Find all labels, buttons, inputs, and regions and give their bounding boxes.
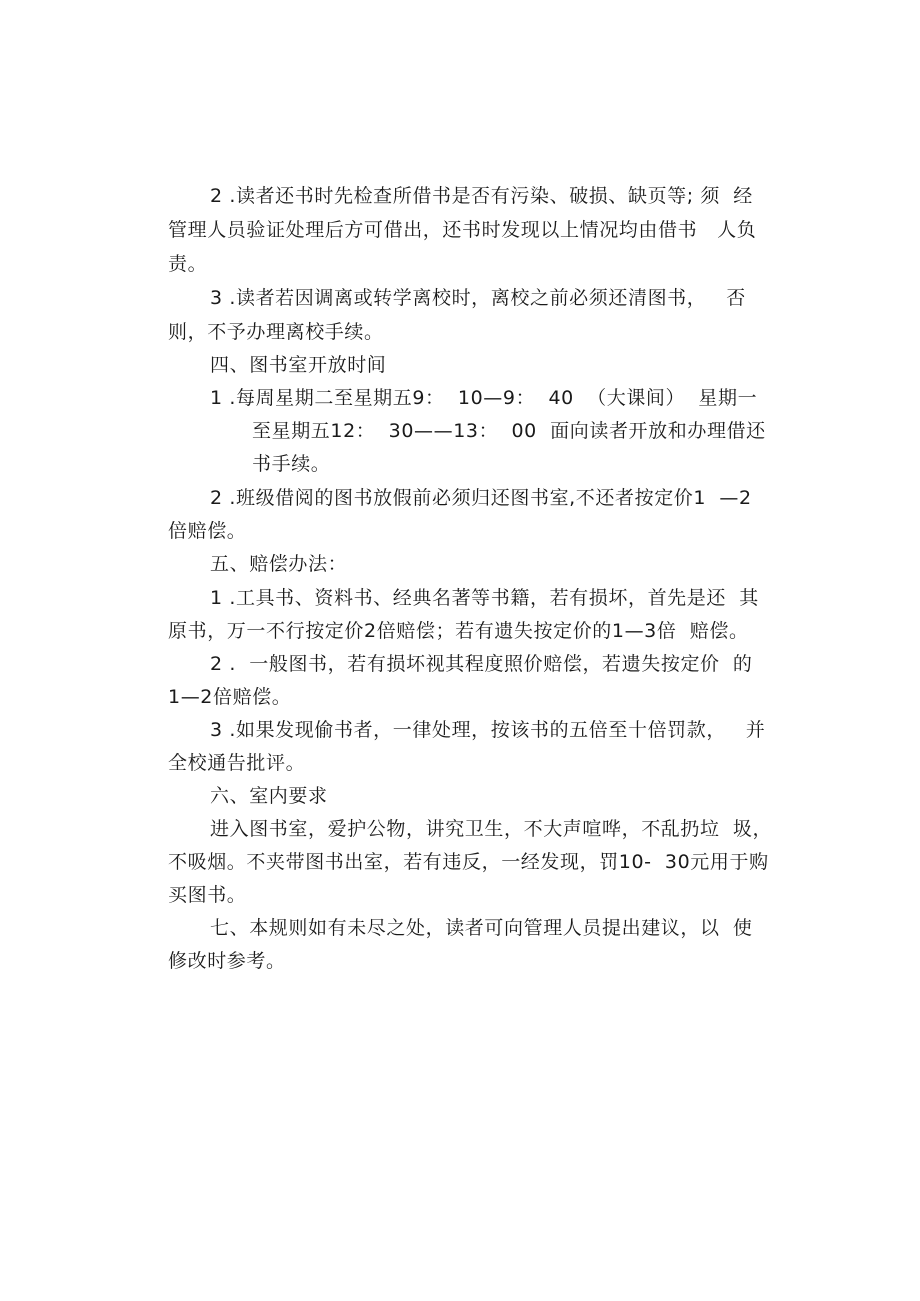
text-line: 管理人员验证处理后方可借出，还书时发现以上情况均由借书 人负 — [168, 219, 757, 241]
text-line: 1—2倍赔偿。 — [168, 686, 292, 708]
text-line: 则，不予办理离校手续。 — [168, 321, 384, 343]
section-heading: 四、图书室开放时间 — [210, 354, 387, 376]
text-line: 进入图书室，爱护公物，讲究卫生，不大声喧哗，不乱扔垃 圾， — [210, 818, 773, 840]
text-line: 七、本规则如有未尽之处，读者可向管理人员提出建议，以 使 — [210, 917, 753, 939]
text-line: 1 .工具书、资料书、经典名著等书籍，若有损坏，首先是还 其 — [210, 587, 759, 609]
text-line: 修改时参考。 — [168, 950, 286, 972]
text-line: 全校通告批评。 — [168, 752, 306, 774]
text-line: 至星期五12： 30——13： 00 面向读者开放和办理借还 — [252, 420, 766, 442]
text-line: 1 .每周星期二至星期五9： 10—9： 40 （大课间） 星期一 — [210, 387, 758, 409]
text-line: 不吸烟。不夹带图书出室，若有违反，一经发现，罚10- 30元用于购 — [168, 851, 769, 873]
section-heading: 六、室内要求 — [210, 785, 328, 807]
text-line: 买图书。 — [168, 884, 247, 906]
text-line: 书手续。 — [252, 453, 331, 475]
text-line: 原书，万一不行按定价2倍赔偿；若有遗失按定价的1—3倍 赔偿。 — [168, 620, 749, 642]
text-line: 2 .读者还书时先检查所借书是否有污染、破损、缺页等; 须 经 — [210, 185, 753, 207]
text-line: 3 .读者若因调离或转学离校时，离校之前必须还清图书， 否 — [210, 287, 746, 309]
text-line: 责。 — [168, 253, 208, 275]
text-line: 3 .如果发现偷书者，一律处理，按该书的五倍至十倍罚款， 并 — [210, 719, 766, 741]
text-line: 2 .班级借阅的图书放假前必须归还图书室,不还者按定价1 —2 — [210, 487, 752, 509]
text-line: 2 . 一般图书，若有损坏视其程度照价赔偿，若遗失按定价 的 — [210, 653, 753, 675]
text-line: 倍赔偿。 — [168, 520, 247, 542]
section-heading: 五、赔偿办法： — [210, 553, 348, 575]
